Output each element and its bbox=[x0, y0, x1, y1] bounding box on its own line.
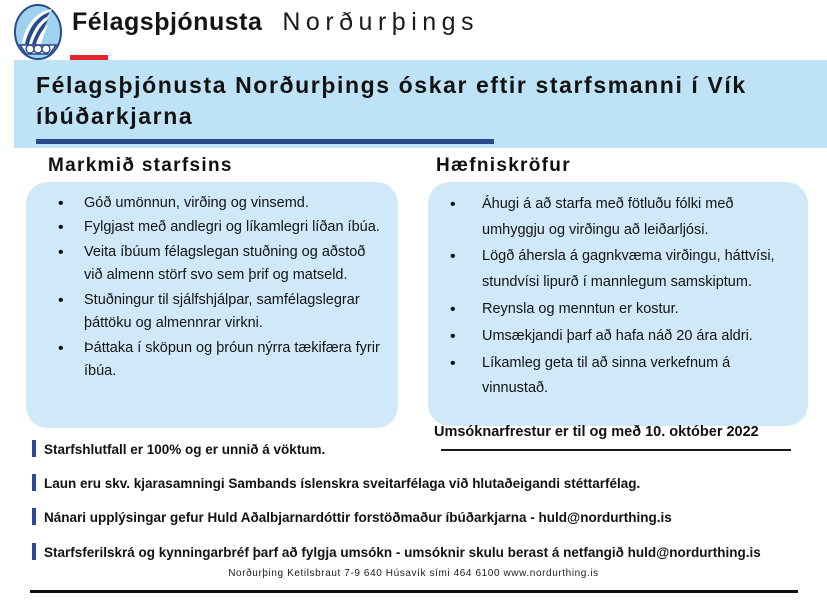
job-banner bbox=[14, 60, 827, 148]
content-columns bbox=[0, 155, 827, 433]
list-item: • Veita íbúum félagslegan stuðning og aðstoð við almenn störf svo sem þrif og matseld. bbox=[32, 241, 386, 288]
job-title: Félagsþjónusta Norðurþings óskar eftir starfsmanni í Vík íbúðarkjarna bbox=[36, 72, 747, 129]
norduthing-crest-icon bbox=[12, 3, 64, 61]
list-item: • Stuðningur til sjálfshjálpar, samfélagslegrar þáttöku og almennrar virkni. bbox=[32, 289, 386, 336]
column-requirements bbox=[428, 155, 808, 426]
list-item: • Reynsla og menntun er kostur. bbox=[434, 297, 796, 323]
note-item: Nánari upplýsingar gefur Huld Aðalbjarnardóttir forstöðmaður íbúðarkjarna - huld@nordurthing.is bbox=[30, 510, 810, 526]
brand-name-primary: Félagsþjónusta bbox=[72, 8, 263, 36]
note-item: Laun eru skv. kjarasamningi Sambands íslenskra sveitarfélaga við hlutaðeigandi stéttarfélag. bbox=[30, 476, 810, 492]
goals-panel bbox=[26, 182, 398, 428]
list-item: • Umsækjandi þarf að hafa náð 20 ára aldri. bbox=[434, 324, 796, 350]
list-item: • Fylgjast með andlegri og líkamlegri líðan íbúa. bbox=[32, 216, 386, 239]
banner-underline-rule bbox=[36, 139, 494, 144]
application-deadline: Umsóknarfrestur er til og með 10. október 2022 bbox=[434, 424, 759, 440]
column-goals bbox=[26, 155, 398, 428]
list-item: • Líkamleg geta til að sinna verkefnum á vinnustað. bbox=[434, 351, 796, 403]
notes-list bbox=[30, 442, 810, 579]
list-item: • Lögð áhersla á gagnkvæma virðingu, háttvísi, stundvísi lipurð í mannlegum samskiptum. bbox=[434, 244, 796, 296]
red-accent-rule bbox=[70, 55, 108, 60]
requirements-panel bbox=[428, 182, 808, 426]
list-item: • Áhugi á að starfa með fötluðu fólki með umhyggju og virðingu að leiðarljósi. bbox=[434, 192, 796, 244]
list-item: • Þáttaka í sköpun og þróun nýrra tækifæra fyrir íbúa. bbox=[32, 337, 386, 384]
list-item: • Góð umönnun, virðing og vinsemd. bbox=[32, 192, 386, 215]
footer-contact: Norðurþing Ketilsbraut 7-9 640 Húsavík sími 464 6100 www.nordurthing.is bbox=[228, 568, 599, 579]
requirements-list bbox=[434, 192, 796, 402]
requirements-heading: Hæfniskröfur bbox=[436, 155, 571, 176]
brand-name-secondary: Norðurþings bbox=[282, 8, 480, 36]
footer-divider bbox=[30, 590, 798, 593]
page-header bbox=[0, 0, 827, 62]
note-item: Starfsferilskrá og kynningarbréf þarf að fylgja umsókn - umsóknir skulu berast á netfangið huld@nordurthing.is bbox=[30, 545, 810, 561]
note-item: Starfshlutfall er 100% og er unnið á vöktum. bbox=[30, 442, 810, 458]
goals-list bbox=[32, 192, 386, 384]
goals-heading: Markmið starfsins bbox=[48, 155, 233, 176]
brand-title bbox=[72, 10, 479, 35]
